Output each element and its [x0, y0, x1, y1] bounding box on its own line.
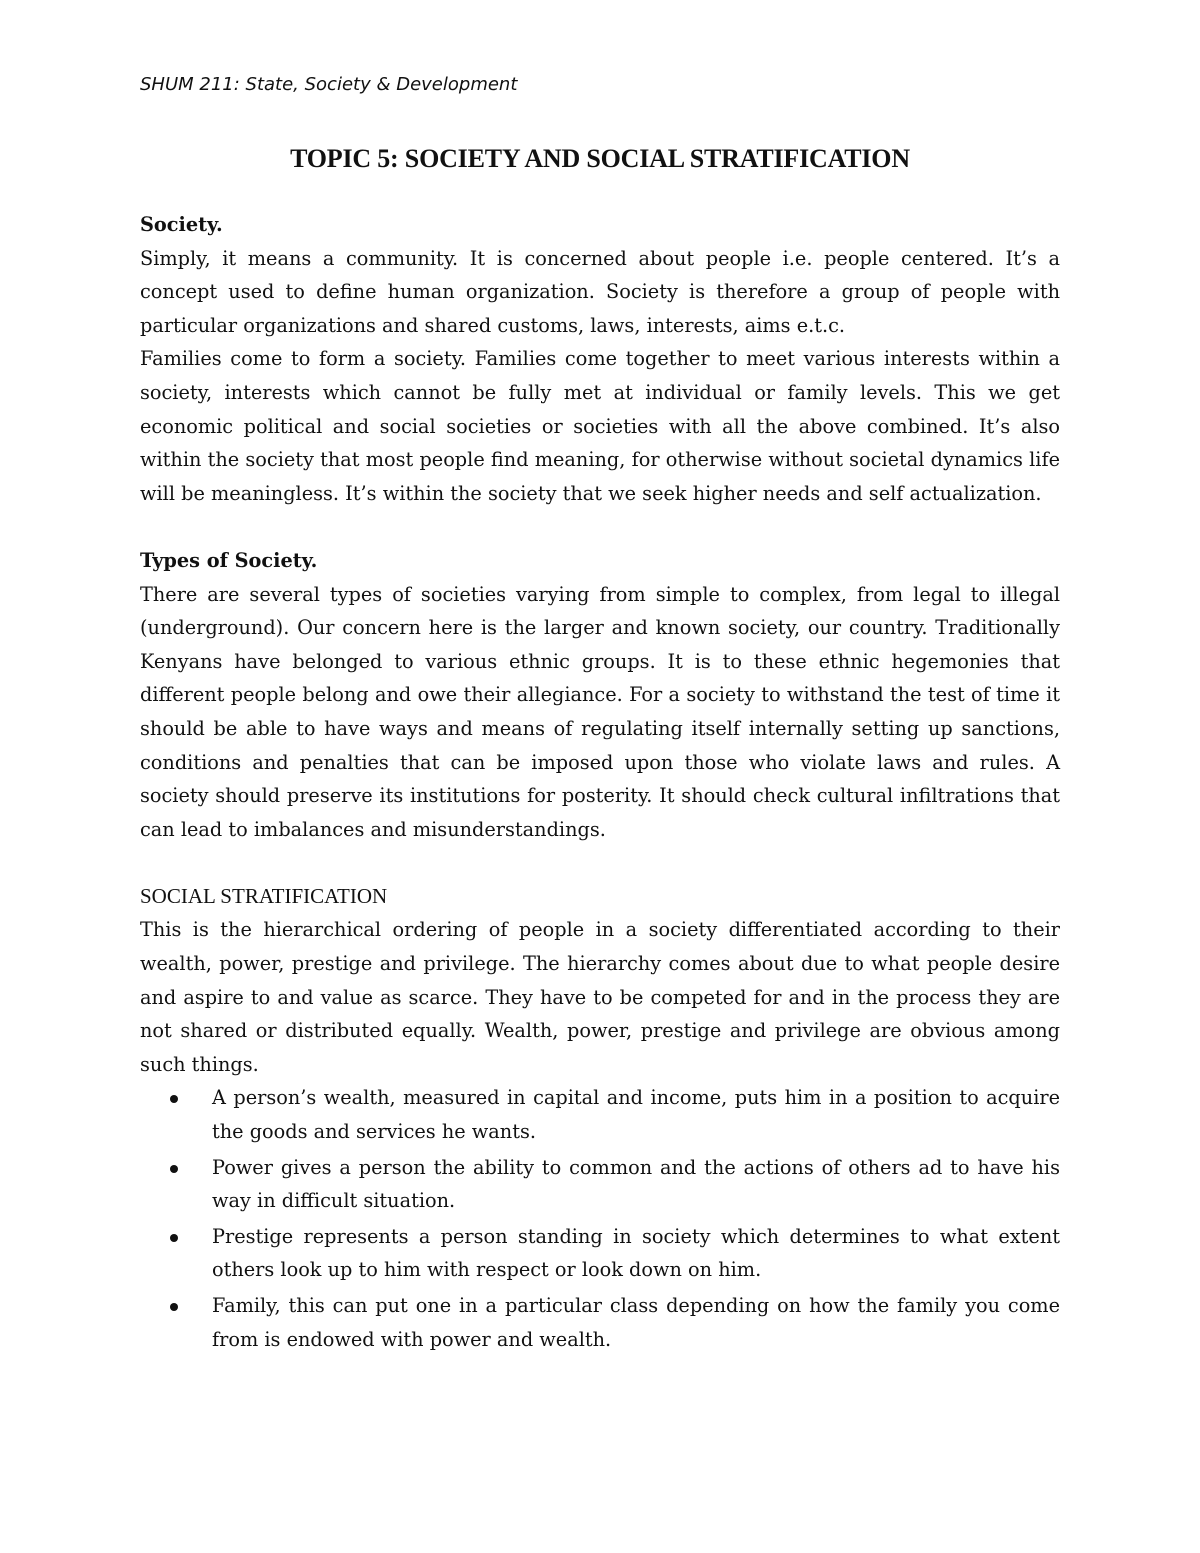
list-item	[212, 1289, 1060, 1356]
paragraph-stratification: This is the hierarchical ordering of people in a society differentiated according to their wealth, power, prestige and privilege. The hierarchy comes about due to what people desire and aspire to and value as scarce. They have to be competed for and in the process they are not shared or distributed equally. Wealth, power, prestige and privilege are obvious among such things.	[140, 918, 1060, 1076]
section-heading-society: Society.	[140, 213, 223, 236]
paragraph-society-definition: Simply, it means a community. It is concerned about people i.e. people centered. It’s a concept used to define human organization. Society is therefore a group of people with particular organizations and shared customs, laws, interests, aims e.t.c.	[140, 246, 1060, 337]
list-item-text: Power gives a person the ability to common and the actions of others ad to have his way in difficult situation.	[212, 1155, 1060, 1213]
running-header: SHUM 211: State, Society & Development	[140, 74, 518, 95]
page-title: TOPIC 5: SOCIETY AND SOCIAL STRATIFICATION	[290, 144, 910, 173]
list-item	[212, 1151, 1060, 1218]
list-item	[212, 1220, 1060, 1287]
bullet-icon	[170, 1303, 178, 1311]
list-item-text: Prestige represents a person standing in society which determines to what extent others look up to him with respect or look down on him.	[212, 1224, 1060, 1282]
spacer	[140, 846, 1060, 880]
paragraph-society-families: Families come to form a society. Families come together to meet various interests within a society, interests which cannot be fully met at individual or family levels. This we get economic political and social societies or societies with all the above combined. It’s also within the society that most people find meaning, for otherwise without societal dynamics life will be meaningless. It’s within the society that we seek higher needs and self actualization.	[140, 347, 1060, 505]
spacer	[140, 510, 1060, 544]
paragraph-types: There are several types of societies varying from simple to complex, from legal to illegal (underground). Our concern here is the larger and known society, our country. Traditionally Kenyans have belonged to various ethnic groups. It is to these ethnic hegemonies that different people belong and owe their allegiance. For a society to withstand the test of time it should be able to have ways and means of regulating itself internally setting up sanctions, conditions and penalties that can be imposed upon those who violate laws and rules. A society should preserve its institutions for posterity. It should check cultural infiltrations that can lead to imbalances and misunderstandings.	[140, 582, 1060, 841]
list-item-text: A person’s wealth, measured in capital and income, puts him in a position to acquire the goods and services he wants.	[212, 1086, 1060, 1144]
bullet-icon	[170, 1234, 178, 1242]
section-heading-types: Types of Society.	[140, 548, 318, 572]
bullet-icon	[170, 1165, 178, 1173]
document-body	[140, 208, 1060, 1358]
bullet-list	[140, 1081, 1060, 1356]
section-heading-stratification: SOCIAL STRATIFICATION	[140, 883, 388, 908]
bullet-icon	[170, 1095, 178, 1103]
list-item	[212, 1081, 1060, 1148]
list-item-text: Family, this can put one in a particular class depending on how the family you come from is endowed with power and wealth.	[212, 1294, 1060, 1351]
